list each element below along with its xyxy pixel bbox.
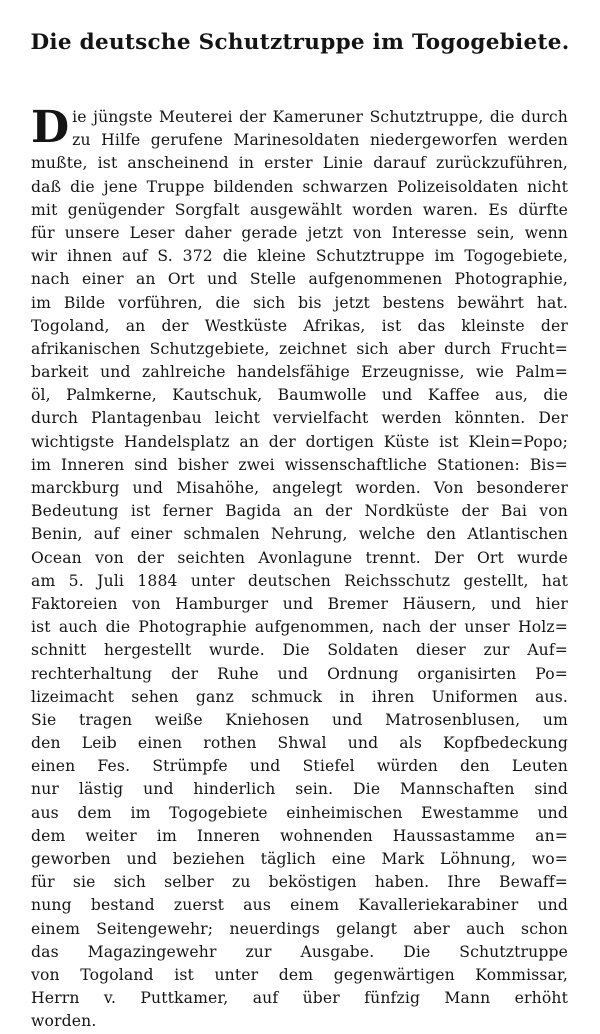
text-line: Togoland, an der Westküste Afrikas, ist das kleinste der [31,316,568,335]
text-line: wir ihnen auf S. 372 die kleine Schutztruppe im Togogebiete, [31,247,568,266]
text-line: den Leib einen rothen Shwal und als Kopfbedeckung [31,734,568,753]
text-line: daß die jene Truppe bildenden schwarzen Polizeisoldaten nicht [31,177,568,196]
text-line: wichtigste Handelsplatz an der dortigen Küste ist Klein=Popo; [31,432,568,451]
text-line: dem weiter im Inneren wohnenden Haussastamme an= [31,826,568,845]
text-line: marckburg und Misahöhe, angelegt worden. Von besonderer [31,479,568,497]
text-line: mit genügender Sorgfalt ausgewählt worden waren. Es dürfte [31,200,568,219]
drop-cap: D [31,102,70,153]
text-line: nach einer an Ort und Stelle aufgenommenen Photographie, [31,270,568,289]
text-line: mußte, ist anscheinend in erster Linie darauf zurückzuführen, [31,154,568,173]
text-line: für sie sich selber zu beköstigen haben. Ihre Bewaff= [31,873,568,892]
text-line: nur lästig und hinderlich sein. Die Mannschaften sind [31,780,568,799]
text-line: nung bestand zuerst aus einem Kavalleriekarabiner und [31,896,568,915]
text-line: einen Fes. Strümpfe und Stiefel würden den Leuten [31,757,568,776]
text-line: geworben und beziehen täglich eine Mark Löhnung, wo= [31,850,568,868]
text-line: aus dem im Togogebiete einheimischen Ewestamme und [31,803,568,822]
text-line: Ocean von der seichten Avonlagune trennt. Der Ort wurde [31,548,568,567]
text-line: im Bilde vorführen, die sich bis jetzt bestens bewährt hat. [31,293,568,312]
text-line: schnitt hergestellt wurde. Die Soldaten dieser zur Auf= [31,641,568,660]
text-line: durch Plantagenbau leicht vervielfacht werden könnten. Der [31,409,568,428]
text-line: einem Seitengewehr; neuerdings gelangt aber auch schon [31,919,568,938]
text-line: barkeit und zahlreiche handelsfähige Erzeugnisse, wie Palm= [31,363,568,382]
text-line: rechterhaltung der Ruhe und Ordnung organisirten Po= [31,664,568,683]
text-line: das Magazingewehr zur Ausgabe. Die Schutztruppe [31,942,568,961]
text-line: öl, Palmkerne, Kautschuk, Baumwolle und Kaffee aus, die [31,386,568,405]
text-line: ist auch die Photographie aufgenommen, nach der unser Holz= [31,618,568,637]
text-line: ie jüngste Meuterei der Kameruner Schutztruppe, die durch [72,108,568,126]
text-line: für unsere Leser daher gerade jetzt von Interesse sein, wenn [31,223,568,242]
article-body [31,102,568,1034]
article-lines [31,102,568,1034]
text-line: Bedeutung ist ferner Bagida an der Nordküste der Bai von [31,502,568,521]
text-line: Faktoreien von Hamburger und Bremer Häusern, und hier [31,594,568,613]
text-line: im Inneren sind bisher zwei wissenschaftliche Stationen: Bis= [31,455,568,474]
text-line: Benin, auf einer schmalen Nehrung, welche den Atlantischen [31,525,568,544]
text-line: Herrn v. Puttkamer, auf über fünfzig Mann erhöht [31,989,568,1008]
text-line: worden. [31,1012,97,1031]
article-title: Die deutsche Schutztruppe im Togogebiete. [30,30,570,55]
text-line: von Togoland ist unter dem gegenwärtigen Kommissar, [31,965,568,984]
text-line: lizeimacht sehen ganz schmuck in ihren Uniformen aus. [31,687,568,706]
text-line: afrikanischen Schutzgebiete, zeichnet sich aber durch Frucht= [31,339,568,358]
text-line: am 5. Juli 1884 unter deutschen Reichsschutz gestellt, hat [31,571,568,590]
text-line: Sie tragen weiße Kniehosen und Matrosenblusen, um [31,710,568,729]
text-line: zu Hilfe gerufene Marinesoldaten niedergeworfen werden [72,131,568,150]
